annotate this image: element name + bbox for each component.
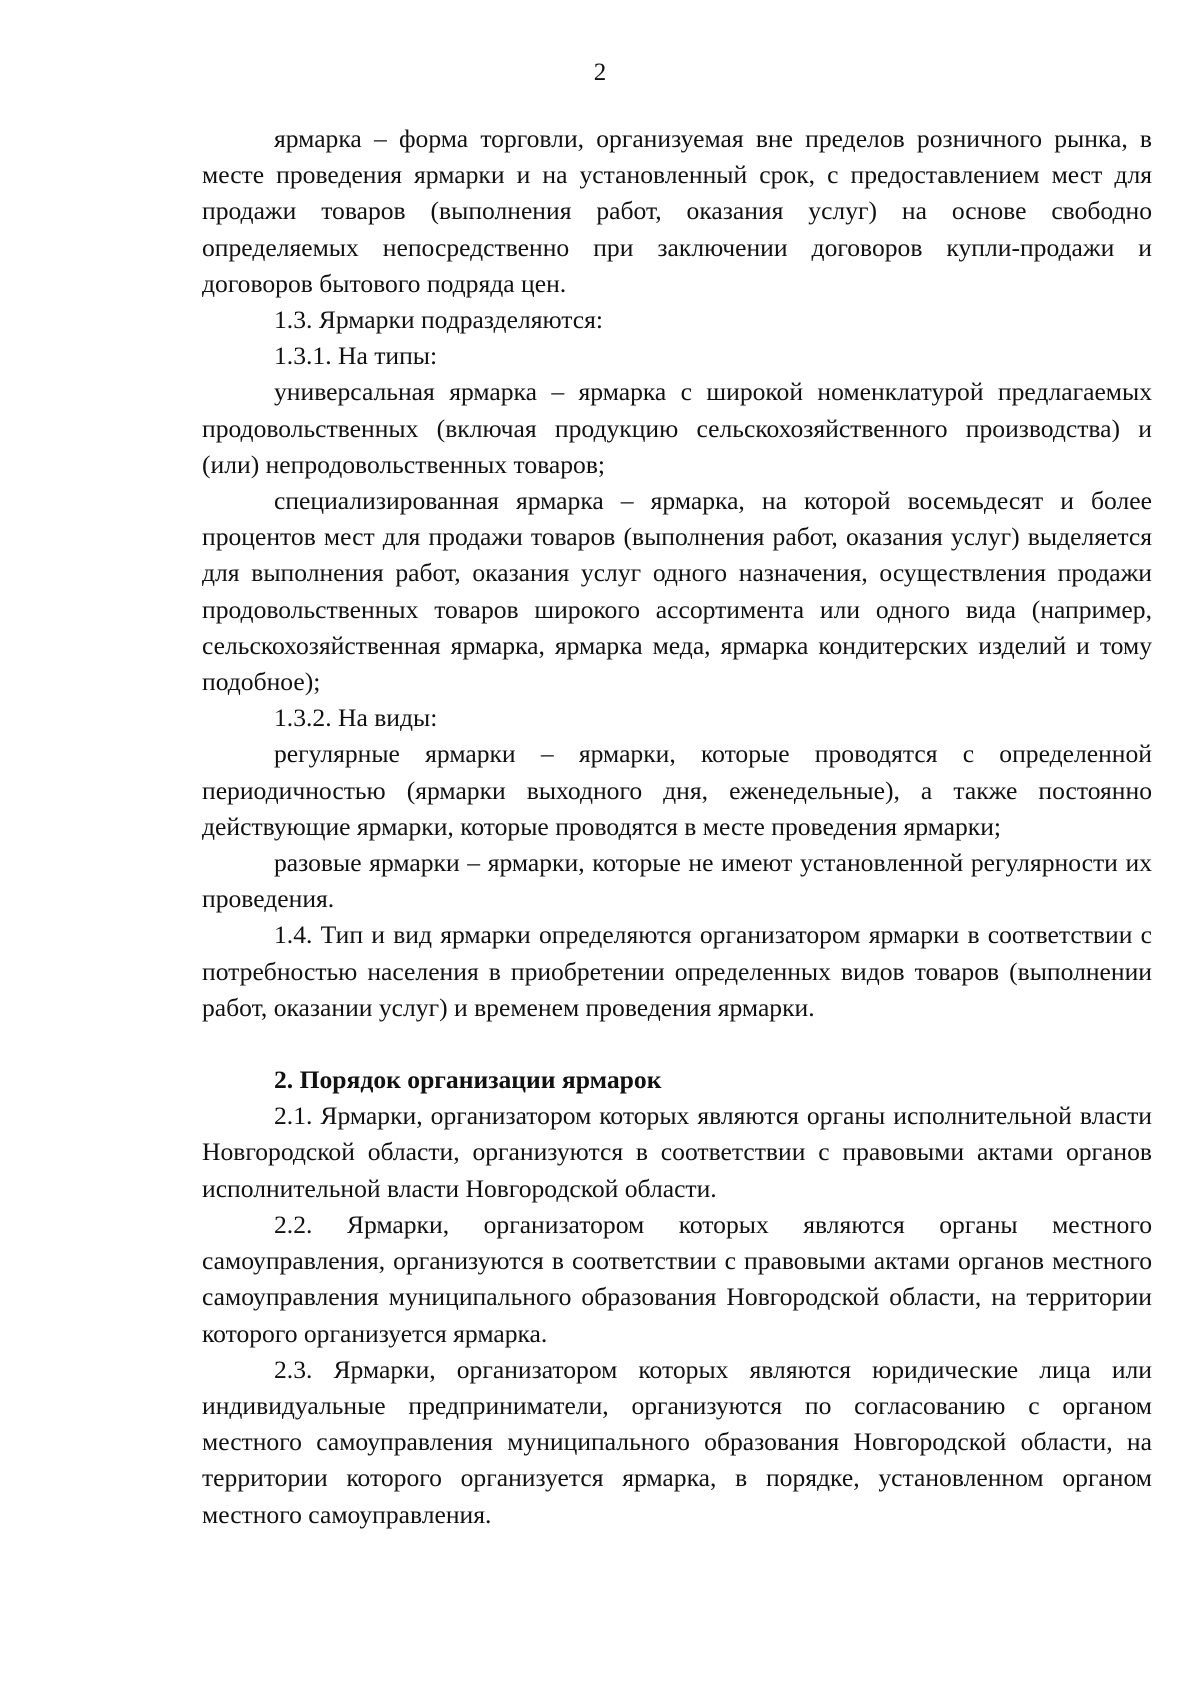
page-number: 2 — [593, 59, 607, 86]
paragraph-1-3-1: 1.3.1. На типы: — [274, 341, 438, 371]
definition-paragraph-yarmarka: ярмарка – форма торговли, организуемая вне пределов розничного рынка, в месте проведения ярмарки и на установленный срок, с предоставлением мест для продажи товаров (выполнения работ, оказания услуг) на основе свободно определяемых непосредственно при заключении договоров купли-продажи и договоров бытового подряда цен. — [202, 124, 1152, 298]
paragraph-2-3: 2.3. Ярмарки, организатором которых являются юридические лица или индивидуальные предприниматели, организуются по согласованию с органом местного самоуправления муниципального образования Новгородской области, на территории которого организуется ярмарка, в порядке, установленном органом местного самоуправления. — [202, 1354, 1152, 1529]
paragraph-2-1: 2.1. Ярмарки, организатором которых являются органы исполнительной власти Новгородской области, организуются в соответствии с правовыми актами органов исполнительной власти Новгородской области. — [202, 1101, 1152, 1203]
document-body — [202, 121, 1152, 1533]
paragraph-universal-fair: универсальная ярмарка – ярмарка с широкой номенклатурой предлагаемых продовольственных (включая продукцию сельскохозяйственного производства) и (или) непродовольственных товаров; — [202, 377, 1152, 479]
paragraph-regular-fairs: регулярные ярмарки – ярмарки, которые проводятся с определенной периодичностью (ярмарки выходного дня, еженедельные), а также постоянно действующие ярмарки, которые проводятся в месте проведения ярмарки; — [202, 739, 1152, 841]
section-heading-2: 2. Порядок организации ярмарок — [274, 1065, 662, 1095]
paragraph-one-time-fairs: разовые ярмарки – ярмарки, которые не имеют установленной регулярности их проведения. — [202, 848, 1152, 914]
paragraph-1-4: 1.4. Тип и вид ярмарки определяются организатором ярмарки в соответствии с потребностью населения в приобретении определенных видов товаров (выполнении работ, оказании услуг) и временем проведения ярмарки. — [202, 920, 1152, 1022]
paragraph-2-2: 2.2. Ярмарки, организатором которых являются органы местного самоуправления, организуются в соответствии с правовыми актами органов местного самоуправления муниципального образования Новгородской области, на территории которого организуется ярмарка. — [202, 1209, 1152, 1348]
paragraph-1-3-2: 1.3.2. На виды: — [274, 703, 438, 733]
paragraph-1-3: 1.3. Ярмарки подразделяются: — [274, 305, 604, 335]
paragraph-specialized-fair: специализированная ярмарка – ярмарка, на которой восемьдесят и более процентов мест для продажи товаров (выполнения работ, оказания услуг) выделяется для выполнения работ, оказания услуг одного назначения, осуществления продажи продовольственных товаров широкого ассортимента или одного вида (например, сельскохозяйственная ярмарка, ярмарка меда, ярмарка кондитерских изделий и тому подобное); — [202, 486, 1152, 697]
